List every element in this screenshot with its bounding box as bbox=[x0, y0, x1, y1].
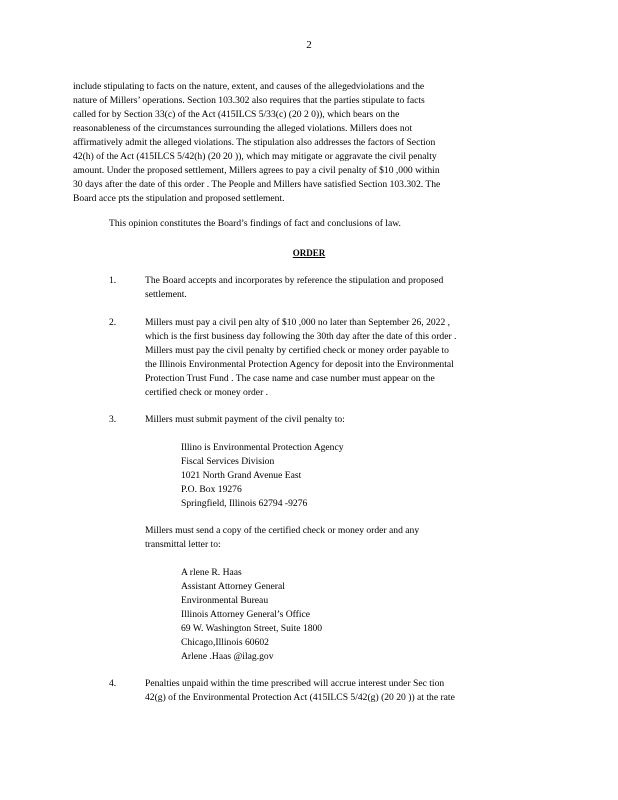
address-line: Chicago,Illinois 60602 bbox=[181, 637, 269, 648]
item-line: the Illinois Environmental Protection Agency for deposit into the Environmental bbox=[145, 359, 454, 370]
address-line: Springfield, Illinois 62794 -9276 bbox=[181, 498, 308, 509]
instruction-line: Millers must send a copy of the certified check or money order and any bbox=[145, 525, 420, 536]
payment-address bbox=[181, 441, 344, 511]
page-number: 2 bbox=[306, 39, 312, 51]
intro-line: Board acce pts the stipulation and proposed settlement. bbox=[73, 193, 285, 204]
intro-line: reasonableness of the circumstances surrounding the alleged violations. Millers does not bbox=[73, 123, 413, 134]
copy-recipient-address bbox=[181, 566, 322, 664]
copy-instruction bbox=[145, 524, 419, 552]
opinion-statement: This opinion constitutes the Board’s findings of fact and conclusions of law. bbox=[109, 218, 401, 229]
intro-line: 30 days after the date of this order . The People and Millers have satisfied Section 103.302. The bbox=[73, 179, 441, 190]
item-text bbox=[145, 316, 530, 400]
intro-line: include stipulating to facts on the nature, extent, and causes of the allegedviolations and the bbox=[73, 81, 425, 92]
order-heading-text: ORDER bbox=[292, 248, 326, 258]
item-line: Millers must pay a civil pen alty of $10 ,000 no later than September 26, 2022 , bbox=[145, 317, 451, 328]
intro-line: nature of Millers’ operations. Section 103.302 also requires that the parties stipulate to facts bbox=[73, 95, 425, 106]
intro-line: affirmatively admit the alleged violations. The stipulation also addresses the factors of Section bbox=[73, 137, 436, 148]
item-line: Protection Trust Fund . The case name and case number must appear on the bbox=[145, 373, 435, 384]
item-number: 1. bbox=[109, 275, 117, 286]
address-line: 69 W. Washington Street, Suite 1800 bbox=[181, 623, 323, 634]
address-line: 1021 North Grand Avenue East bbox=[181, 470, 302, 481]
address-line: Illinois Attorney General’s Office bbox=[181, 609, 311, 620]
intro-line: 42(h) of the Act (415ILCS 5/42(h) (20 20 )), which may mitigate or aggravate the civil penalty bbox=[73, 151, 437, 162]
address-line: A rlene R. Haas bbox=[181, 567, 242, 578]
item-text bbox=[145, 413, 530, 427]
item-line: Millers must submit payment of the civil penalty to: bbox=[145, 414, 345, 425]
item-line: 42(g) of the Environmental Protection Act (415ILCS 5/42(g) (20 20 )) at the rate bbox=[145, 692, 455, 703]
intro-line: amount. Under the proposed settlement, Millers agrees to pay a civil penalty of $10 ,000 within bbox=[73, 165, 440, 176]
address-line: Fiscal Services Division bbox=[181, 456, 275, 467]
instruction-line: transmittal letter to: bbox=[145, 539, 221, 550]
item-line: certified check or money order . bbox=[145, 387, 269, 398]
item-number: 4. bbox=[109, 678, 117, 689]
address-line: Illino is Environmental Protection Agency bbox=[181, 442, 344, 453]
item-text bbox=[145, 677, 530, 705]
order-heading bbox=[0, 246, 618, 260]
item-line: The Board accepts and incorporates by reference the stipulation and proposed bbox=[145, 275, 444, 286]
item-number: 3. bbox=[109, 414, 117, 425]
intro-paragraph bbox=[73, 80, 535, 206]
address-line: Assistant Attorney General bbox=[181, 581, 285, 592]
email-line: Arlene .Haas @ilag.gov bbox=[181, 651, 274, 662]
item-text bbox=[145, 274, 530, 302]
item-number: 2. bbox=[109, 317, 117, 328]
item-line: Penalties unpaid within the time prescribed will accrue interest under Sec tion bbox=[145, 678, 445, 689]
intro-line: called for by Section 33(c) of the Act (415ILCS 5/33(c) (20 2 0)), which bears on the bbox=[73, 109, 400, 120]
address-line: Environmental Bureau bbox=[181, 595, 269, 606]
item-line: which is the first business day following the 30th day after the date of this order . bbox=[145, 331, 457, 342]
item-line: settlement. bbox=[145, 289, 187, 300]
item-line: Millers must pay the civil penalty by certified check or money order payable to bbox=[145, 345, 449, 356]
address-line: P.O. Box 19276 bbox=[181, 484, 242, 495]
